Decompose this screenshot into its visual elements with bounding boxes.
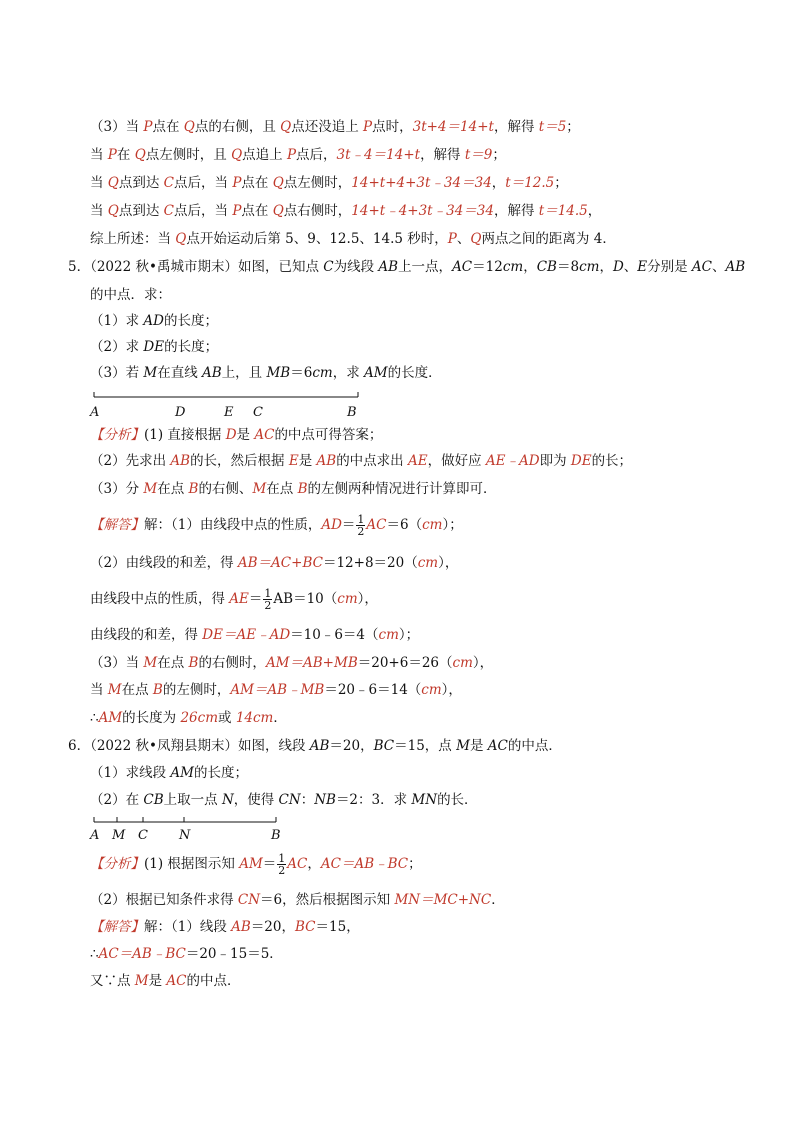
text-run: 点右侧时， [283, 203, 352, 219]
problem-statement [68, 258, 745, 276]
text-run: 的中点． [186, 973, 241, 989]
point-label-c: C [138, 828, 148, 843]
text-run: ＝ [262, 856, 277, 872]
text-run: ＝20， [329, 738, 374, 754]
text-run: 是 [236, 427, 255, 443]
text-run: MB [266, 365, 291, 381]
text-run: ＝6（ [386, 517, 423, 533]
text-run: AB [309, 738, 330, 754]
question-item [90, 764, 248, 782]
text-run: MN [411, 792, 438, 808]
text-run: （1）求线段 [90, 765, 171, 781]
point-label-n: N [179, 828, 191, 843]
text-run: 点的右侧，且 [194, 119, 281, 135]
answer-line [90, 654, 493, 672]
text-run: (1) 根据图示知 [144, 856, 240, 872]
answer-line [90, 588, 378, 611]
text-line [90, 202, 601, 220]
text-run: ； [408, 856, 422, 872]
text-run: Q [107, 175, 119, 191]
text-run: （2）由线段的和差，得 [90, 555, 238, 571]
text-run: cm [502, 259, 524, 275]
text-run: 点到达 [118, 203, 164, 219]
text-run: DE [143, 339, 165, 355]
text-run: cm [417, 555, 439, 571]
text-run: 当 [90, 175, 108, 191]
answer-line [90, 554, 458, 572]
question-item [90, 312, 218, 330]
text-run: (1) 直接根据 [144, 427, 226, 443]
text-run: 【分析】 [90, 856, 144, 872]
text-run: ＝20+6＝26（ [357, 655, 453, 671]
text-run: 的右侧时， [198, 655, 266, 671]
text-run: Q [272, 175, 284, 191]
text-run: ＝12+8＝20（ [322, 555, 418, 571]
point-label-m: M [112, 828, 126, 843]
text-run: ＝10﹣6＝4（ [290, 627, 379, 643]
text-run: BC [373, 738, 395, 754]
text-run: 是 [148, 973, 167, 989]
text-run: ）； [398, 627, 420, 643]
text-run: ， [491, 175, 506, 191]
text-run: ＝6 [290, 365, 313, 381]
text-run: ＝2：3．求 [335, 792, 412, 808]
text-run: BC [295, 919, 316, 935]
text-run: B [188, 655, 199, 671]
text-run: t＝14.5 [538, 203, 588, 219]
text-run: 点左侧时，且 [145, 147, 232, 163]
text-run: ＝6，然后根据图示知 [260, 892, 395, 908]
text-run: （3）分 [90, 481, 144, 497]
analysis-line [90, 891, 505, 909]
text-run: 点后，当 [174, 203, 233, 219]
text-run: 上取一点 [163, 792, 222, 808]
text-run: （2）根据已知条件求得 [90, 892, 238, 908]
text-run: （3）当 [90, 655, 144, 671]
text-run: C [163, 203, 175, 219]
text-run: cm [452, 655, 473, 671]
text-run: 又∵点 [90, 973, 135, 989]
answer-line [90, 514, 463, 537]
text-run: 14cm [235, 710, 274, 726]
text-run: cm [312, 365, 333, 381]
text-run: ∴ [90, 946, 99, 962]
text-run: 的中点． [507, 738, 562, 754]
text-run: M [143, 365, 158, 381]
text-run: AC＝AB﹣BC [98, 946, 186, 962]
text-run: 综上所述：当 [90, 231, 176, 247]
text-run: cm [422, 517, 443, 533]
answer-line [90, 681, 462, 699]
point-label-b: B [271, 828, 281, 843]
text-run: ＝15， [315, 919, 360, 935]
text-run: 的长度； [163, 313, 218, 329]
text-run: 在点 [157, 481, 189, 497]
text-run: 5．（2022 秋•禹城市期末）如图，已知点 [68, 259, 324, 275]
text-run: AM＝AB﹣MB [230, 682, 325, 698]
text-run: P [447, 231, 457, 247]
text-run: Q [183, 119, 195, 135]
text-run: ＝8 [556, 259, 580, 275]
text-run: CB [143, 792, 164, 808]
text-run: 是 [469, 738, 488, 754]
text-run: 当 [90, 203, 108, 219]
text-run: C [323, 259, 334, 275]
text-run: 的长； [591, 453, 633, 469]
text-run: cm [421, 682, 442, 698]
text-line [90, 174, 568, 192]
text-run: Q [272, 203, 284, 219]
text-run: 【分析】 [90, 427, 144, 443]
text-run: M [143, 481, 158, 497]
text-run: 的左侧两种情况进行计算即可． [307, 481, 497, 497]
text-run: 点在 [241, 175, 273, 191]
text-run: AC [166, 973, 187, 989]
text-line [90, 230, 616, 248]
text-run: （1）求 [90, 313, 144, 329]
text-run: 当 [90, 682, 108, 698]
text-run: ＝15，点 [394, 738, 457, 754]
text-run: AC [254, 427, 275, 443]
point-label-e: E [224, 405, 234, 420]
text-run: ， [307, 856, 321, 872]
text-run: AB [202, 365, 222, 381]
text-run: Q [107, 203, 119, 219]
text-run: C [163, 175, 175, 191]
text-run: 在点 [121, 682, 153, 698]
text-run: AB [316, 453, 337, 469]
analysis-line [90, 480, 496, 498]
text-run: AC [487, 738, 508, 754]
text-run: 点在 [241, 203, 273, 219]
text-run: ）， [441, 682, 462, 698]
text-run: 的长度为 [122, 710, 181, 726]
text-run: AM [364, 365, 388, 381]
text-run: 的长． [437, 792, 478, 808]
text-run: 的长度； [164, 339, 219, 355]
text-run: AC [691, 259, 713, 275]
text-run: AB [378, 259, 399, 275]
text-run: 26cm [180, 710, 219, 726]
text-run: AB [170, 453, 191, 469]
text-run: 在点 [157, 655, 189, 671]
text-run: Q [175, 231, 187, 247]
text-run: 的左侧时， [162, 682, 231, 698]
text-run: （2）先求出 [90, 453, 171, 469]
point-label-c: C [253, 405, 263, 420]
text-run: ＝ [248, 591, 263, 607]
text-run: AC [452, 259, 473, 275]
text-run: 14+t﹣4+3t﹣34＝34 [351, 203, 494, 219]
text-run: Q [470, 231, 482, 247]
text-run: 解：（1）由线段中点的性质， [144, 517, 322, 533]
text-run: 的中点求出 [336, 453, 408, 469]
text-run: AD [143, 313, 164, 329]
text-run: 点开始运动后第 5、9、12.5、14.5 秒时， [186, 231, 448, 247]
point-label-d: D [175, 405, 186, 420]
text-run: 是 [298, 453, 317, 469]
text-run: DE [570, 453, 592, 469]
text-run: ； [492, 147, 506, 163]
text-run: cm [337, 591, 358, 607]
text-run: ＝ [341, 517, 356, 533]
text-run: 、 [712, 259, 726, 275]
text-run: 分别是 [647, 259, 692, 275]
text-run: P [232, 175, 242, 191]
text-run: ， [587, 203, 602, 219]
text-run: 的长度． [387, 365, 442, 381]
text-run: 的长，然后根据 [190, 453, 289, 469]
text-run: P [143, 119, 153, 135]
problem-statement [68, 737, 562, 755]
text-run: ）， [472, 655, 494, 671]
text-run: AB [725, 259, 746, 275]
answer-line [90, 626, 419, 644]
text-run: AM [98, 710, 123, 726]
answer-line [90, 709, 287, 727]
text-run: E [288, 453, 299, 469]
text-run: MN＝MC+NC [394, 892, 492, 908]
text-run: M [143, 655, 158, 671]
text-run: ∴ [90, 710, 99, 726]
text-run: AM＝AB+MB [265, 655, 358, 671]
fraction: $\frac{1}{2}$ [357, 513, 365, 538]
text-run: 的右侧、 [198, 481, 253, 497]
analysis-line [90, 853, 422, 876]
text-run: 、 [623, 259, 638, 275]
text-run: 3t+4＝14+t [412, 119, 494, 135]
point-label-b: B [347, 405, 357, 420]
text-run: M [456, 738, 470, 754]
text-run: ，解得 [420, 147, 465, 163]
text-run: B [188, 481, 199, 497]
text-run: t＝9 [464, 147, 493, 163]
text-run: NB [314, 792, 336, 808]
text-run: ，解得 [493, 203, 539, 219]
text-run: AE﹣AD [485, 453, 540, 469]
analysis-line [90, 426, 382, 444]
text-run: 点追上 [242, 147, 287, 163]
segment-figure-1 [86, 386, 376, 422]
point-label-a: A [90, 828, 100, 843]
text-run: 由线段的和差，得 [90, 627, 203, 643]
text-run: M [107, 682, 122, 698]
question-item [90, 364, 442, 382]
text-run: P [107, 147, 117, 163]
text-run: AD [321, 517, 342, 533]
answer-line [90, 918, 360, 936]
text-run: 点在 [152, 119, 184, 135]
text-run: （3）当 [90, 119, 144, 135]
text-run: 在直线 [157, 365, 203, 381]
text-run: Q [134, 147, 146, 163]
text-run: cm [579, 259, 600, 275]
text-run: （2）求 [90, 339, 144, 355]
analysis-line [90, 452, 632, 470]
text-run: M [134, 973, 149, 989]
text-run: 上一点， [398, 259, 453, 275]
text-run: 点左侧时， [283, 175, 352, 191]
text-run: E [637, 259, 648, 275]
text-line [90, 286, 171, 304]
text-run: AB＝AC+BC [237, 555, 323, 571]
text-run: 点后， [296, 147, 337, 163]
text-run: ； [554, 175, 568, 191]
text-run: 在点 [266, 481, 298, 497]
segment-figure-2 [86, 812, 296, 846]
answer-line [90, 972, 241, 990]
text-run: D [225, 427, 237, 443]
text-run: 由线段中点的性质，得 [90, 591, 230, 607]
text-run: ＝12 [472, 259, 503, 275]
text-run: ＝20﹣15＝5． [185, 946, 283, 962]
text-run: Q [280, 119, 292, 135]
text-line [90, 146, 506, 164]
text-run: 当 [90, 147, 108, 163]
text-run: 点还没追上 [291, 119, 364, 135]
text-run: AC [287, 856, 308, 872]
text-run: 的中点可得答案； [274, 427, 383, 443]
fraction: $\frac{1}{2}$ [278, 852, 286, 877]
text-run: AE [229, 591, 249, 607]
text-run: P [232, 203, 242, 219]
text-run: 【解答】 [90, 919, 144, 935]
text-run: 点后，当 [174, 175, 233, 191]
text-run: ）， [357, 591, 378, 607]
question-item [90, 338, 218, 356]
text-run: CN [237, 892, 261, 908]
text-run: t＝5 [538, 119, 567, 135]
text-run: DE＝AE﹣AD [202, 627, 291, 643]
text-run: 6．（2022 秋•凤翔县期末）如图，线段 [68, 738, 310, 754]
text-run: AC [366, 517, 387, 533]
text-run: ； [566, 119, 580, 135]
fraction: $\frac{1}{2}$ [264, 587, 272, 612]
text-run: 、 [456, 231, 471, 247]
text-run: AC＝AB﹣BC [320, 856, 409, 872]
text-run: ，求 [332, 365, 364, 381]
text-run: ，做好应 [427, 453, 486, 469]
text-run: ＝20， [250, 919, 295, 935]
text-run: （3）若 [90, 365, 144, 381]
text-run: N [221, 792, 234, 808]
text-run: AE [407, 453, 428, 469]
text-run: 【解答】 [90, 517, 144, 533]
text-run: cm [378, 627, 399, 643]
text-run: 3t﹣4＝14+t [336, 147, 421, 163]
text-line [90, 118, 580, 136]
text-run: B [297, 481, 308, 497]
text-run: ，使得 [233, 792, 279, 808]
text-run: CB [536, 259, 557, 275]
text-run: ）； [442, 517, 463, 533]
text-run: P [363, 119, 373, 135]
text-run: Q [231, 147, 243, 163]
text-run: 在 [116, 147, 135, 163]
text-run: 即为 [539, 453, 571, 469]
text-run: ，解得 [493, 119, 539, 135]
text-run: t＝12.5 [505, 175, 555, 191]
text-run: 或 [218, 710, 236, 726]
text-run: ， [599, 259, 613, 275]
text-run: ： [300, 792, 315, 808]
text-run: 上，且 [221, 365, 267, 381]
text-run: ， [523, 259, 537, 275]
answer-line [90, 945, 283, 963]
text-run: ）， [438, 555, 459, 571]
text-run: P [286, 147, 297, 163]
text-run: AB [231, 919, 251, 935]
text-run: 点到达 [118, 175, 164, 191]
text-run: ＝20﹣6＝14（ [324, 682, 422, 698]
text-run: 的长度； [193, 765, 248, 781]
text-run: （2）在 [90, 792, 144, 808]
text-run: 为线段 [333, 259, 379, 275]
text-run: 两点之间的距离为 4． [481, 231, 616, 247]
text-run: AM [239, 856, 263, 872]
text-run: 14+t+4+3t﹣34＝34 [351, 175, 492, 191]
text-run: B [152, 682, 163, 698]
text-run: ． [491, 892, 505, 908]
point-label-a: A [90, 405, 100, 420]
text-run: 解：（1）线段 [144, 919, 232, 935]
text-run: 的中点．求： [90, 287, 171, 303]
text-run: M [252, 481, 267, 497]
text-run: AM [170, 765, 194, 781]
question-item [90, 791, 478, 809]
text-run: 点时， [372, 119, 413, 135]
text-run: ． [273, 710, 287, 726]
text-run: AB＝10（ [273, 591, 338, 607]
text-run: CN [278, 792, 301, 808]
text-run: D [612, 259, 624, 275]
